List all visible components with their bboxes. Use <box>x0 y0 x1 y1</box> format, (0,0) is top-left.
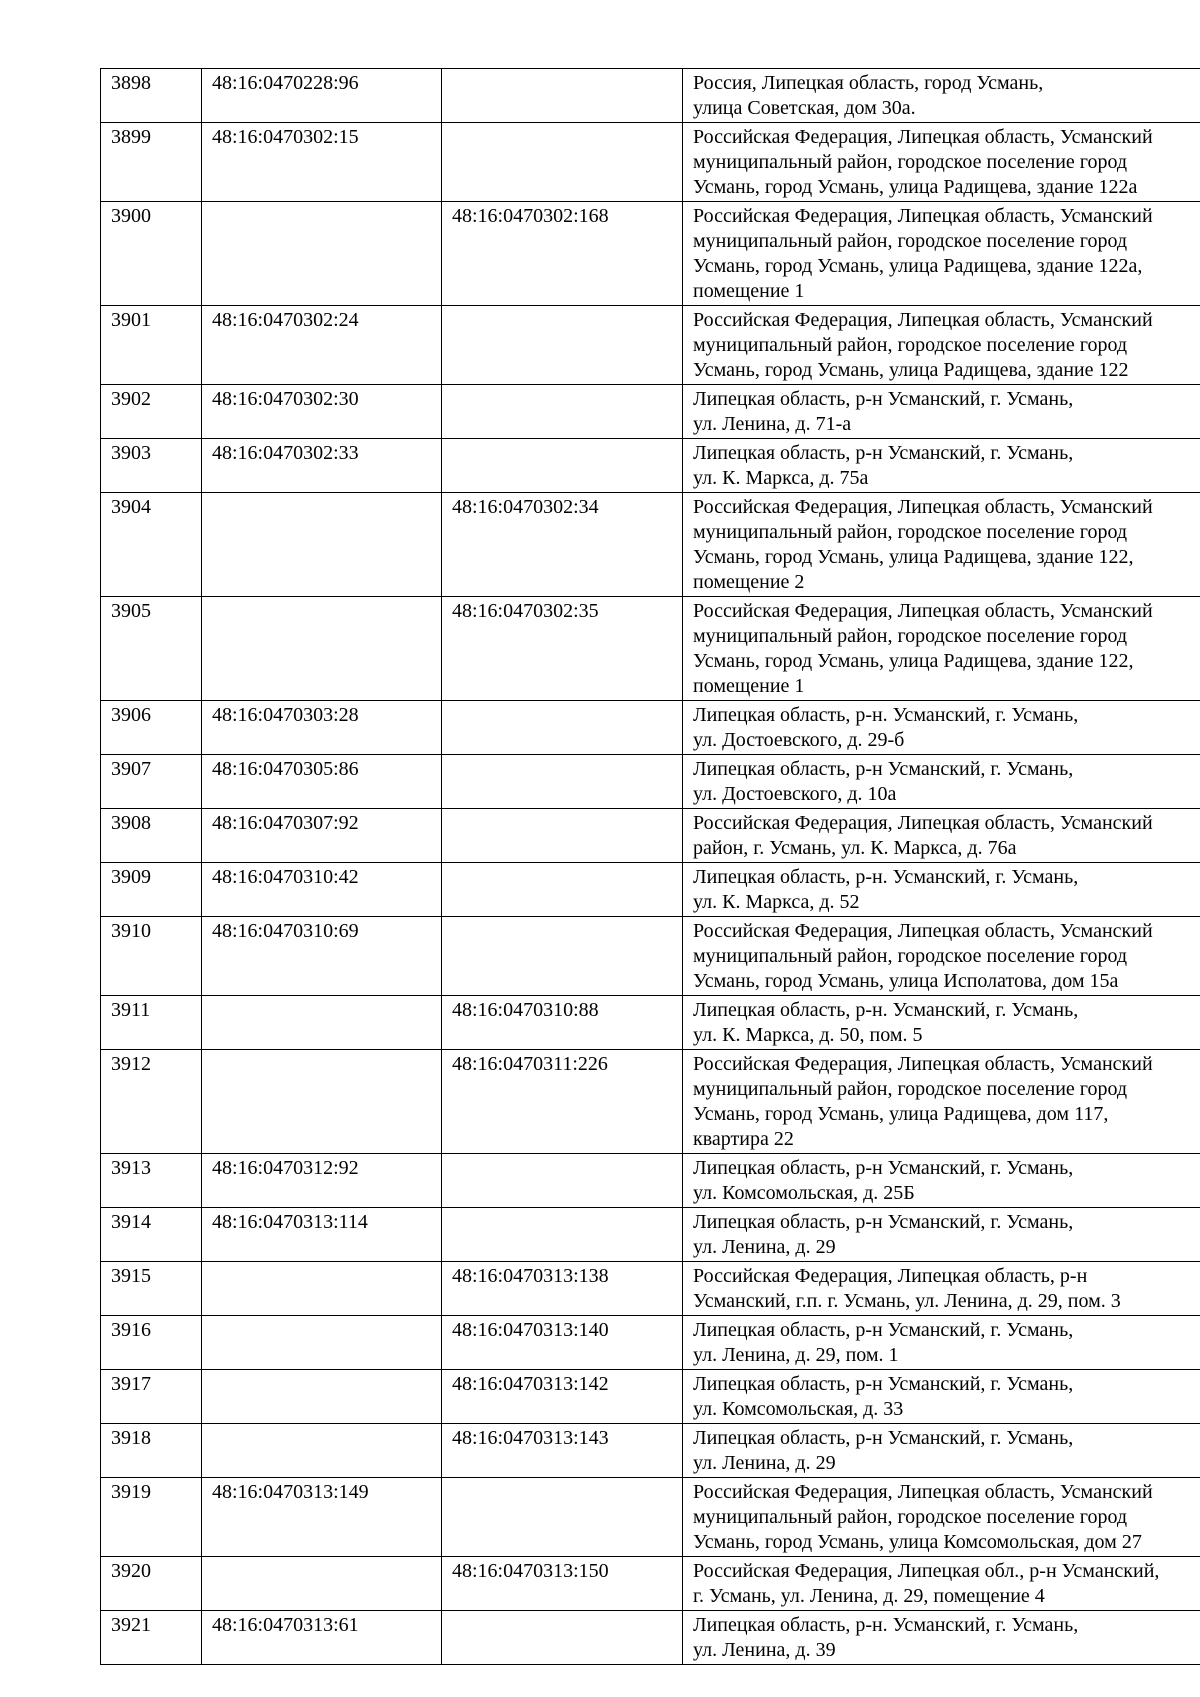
table-row <box>101 385 1200 439</box>
building-cadastral-number-cell <box>442 1478 683 1557</box>
table-row <box>101 1316 1200 1370</box>
building-cadastral-number-cell <box>442 1208 683 1262</box>
address-line: муниципальный район, городское поселение город <box>693 625 1128 647</box>
address-line: Липецкая область, р-н Усманский, г. Усмань, <box>693 1319 1074 1341</box>
address-line: Российская Федерация, Липецкая область, Усманский <box>693 126 1153 148</box>
address-cell <box>683 69 1200 123</box>
address-line: ул. К. Маркса, д. 75а <box>693 467 869 489</box>
address-line: муниципальный район, городское поселение город <box>693 1078 1128 1100</box>
address-line: квартира 22 <box>693 1128 794 1150</box>
address-line: Российская Федерация, Липецкая область, Усманский <box>693 496 1153 518</box>
parcel-cadastral-number-cell: 48:16:0470310:69 <box>202 917 442 996</box>
parcel-cadastral-number-cell: 48:16:0470302:33 <box>202 439 442 493</box>
parcel-cadastral-number-cell: 48:16:0470228:96 <box>202 69 442 123</box>
parcel-cadastral-number-cell: 48:16:0470303:28 <box>202 701 442 755</box>
address-line: ул. Достоевского, д. 29-б <box>693 729 905 751</box>
table-row <box>101 202 1200 306</box>
building-cadastral-number-cell <box>442 809 683 863</box>
address-line: ул. К. Маркса, д. 52 <box>693 891 860 913</box>
row-number-cell: 3904 <box>101 493 202 597</box>
table-row <box>101 493 1200 597</box>
building-cadastral-number-cell: 48:16:0470310:88 <box>442 996 683 1050</box>
address-line: Российская Федерация, Липецкая область, Усманский <box>693 920 1153 942</box>
address-cell <box>683 863 1200 917</box>
address-line: Российская Федерация, Липецкая область, р-н <box>693 1265 1088 1287</box>
table-row <box>101 69 1200 123</box>
address-line: муниципальный район, городское поселение город <box>693 521 1128 543</box>
address-line: ул. Ленина, д. 71-а <box>693 413 852 435</box>
building-cadastral-number-cell: 48:16:0470302:34 <box>442 493 683 597</box>
cadastral-registry-table <box>100 68 1200 1665</box>
address-line: Липецкая область, р-н. Усманский, г. Усмань, <box>693 704 1079 726</box>
address-line: ул. Ленина, д. 29 <box>693 1452 836 1474</box>
row-number-cell: 3920 <box>101 1557 202 1611</box>
building-cadastral-number-cell <box>442 69 683 123</box>
building-cadastral-number-cell <box>442 306 683 385</box>
parcel-cadastral-number-cell <box>202 597 442 701</box>
registry-table-body <box>101 69 1200 1665</box>
row-number-cell: 3911 <box>101 996 202 1050</box>
parcel-cadastral-number-cell <box>202 1050 442 1154</box>
address-cell <box>683 1208 1200 1262</box>
address-cell <box>683 1557 1200 1611</box>
building-cadastral-number-cell: 48:16:0470313:140 <box>442 1316 683 1370</box>
row-number-cell: 3905 <box>101 597 202 701</box>
row-number-cell: 3898 <box>101 69 202 123</box>
address-line: г. Усмань, ул. Ленина, д. 29, помещение 4 <box>693 1585 1045 1607</box>
row-number-cell: 3912 <box>101 1050 202 1154</box>
building-cadastral-number-cell: 48:16:0470311:226 <box>442 1050 683 1154</box>
row-number-cell: 3906 <box>101 701 202 755</box>
parcel-cadastral-number-cell: 48:16:0470313:114 <box>202 1208 442 1262</box>
address-line: улица Советская, дом 30а. <box>693 97 916 119</box>
parcel-cadastral-number-cell: 48:16:0470313:149 <box>202 1478 442 1557</box>
address-line: ул. Ленина, д. 39 <box>693 1639 836 1661</box>
address-line: помещение 2 <box>693 571 805 593</box>
address-cell <box>683 809 1200 863</box>
address-line: Усмань, город Усмань, улица Комсомольская, дом 27 <box>693 1531 1142 1553</box>
table-row <box>101 863 1200 917</box>
address-cell <box>683 1424 1200 1478</box>
parcel-cadastral-number-cell: 48:16:0470302:30 <box>202 385 442 439</box>
row-number-cell: 3913 <box>101 1154 202 1208</box>
address-cell <box>683 1050 1200 1154</box>
table-row <box>101 1557 1200 1611</box>
address-line: Липецкая область, р-н. Усманский, г. Усмань, <box>693 999 1079 1021</box>
building-cadastral-number-cell <box>442 439 683 493</box>
table-row <box>101 755 1200 809</box>
row-number-cell: 3901 <box>101 306 202 385</box>
building-cadastral-number-cell <box>442 123 683 202</box>
address-cell <box>683 1478 1200 1557</box>
address-line: ул. Достоевского, д. 10а <box>693 783 897 805</box>
table-row <box>101 1478 1200 1557</box>
address-cell <box>683 1262 1200 1316</box>
row-number-cell: 3908 <box>101 809 202 863</box>
address-line: Усмань, город Усмань, улица Радищева, здание 122а <box>693 176 1138 198</box>
row-number-cell: 3915 <box>101 1262 202 1316</box>
row-number-cell: 3916 <box>101 1316 202 1370</box>
row-number-cell: 3917 <box>101 1370 202 1424</box>
address-line: ул. К. Маркса, д. 50, пом. 5 <box>693 1024 923 1046</box>
address-line: муниципальный район, городское поселение город <box>693 151 1128 173</box>
address-cell <box>683 439 1200 493</box>
row-number-cell: 3910 <box>101 917 202 996</box>
address-cell <box>683 385 1200 439</box>
address-cell <box>683 202 1200 306</box>
parcel-cadastral-number-cell <box>202 202 442 306</box>
parcel-cadastral-number-cell <box>202 996 442 1050</box>
parcel-cadastral-number-cell: 48:16:0470302:15 <box>202 123 442 202</box>
parcel-cadastral-number-cell <box>202 1262 442 1316</box>
row-number-cell: 3900 <box>101 202 202 306</box>
building-cadastral-number-cell: 48:16:0470313:143 <box>442 1424 683 1478</box>
table-row <box>101 439 1200 493</box>
table-row <box>101 1370 1200 1424</box>
address-line: Липецкая область, р-н. Усманский, г. Усмань, <box>693 1614 1079 1636</box>
table-row <box>101 996 1200 1050</box>
parcel-cadastral-number-cell <box>202 1316 442 1370</box>
address-line: ул. Комсомольская, д. 33 <box>693 1398 904 1420</box>
parcel-cadastral-number-cell <box>202 1557 442 1611</box>
table-row <box>101 809 1200 863</box>
building-cadastral-number-cell: 48:16:0470313:138 <box>442 1262 683 1316</box>
parcel-cadastral-number-cell: 48:16:0470302:24 <box>202 306 442 385</box>
address-cell <box>683 1154 1200 1208</box>
address-line: ул. Ленина, д. 29 <box>693 1236 836 1258</box>
table-row <box>101 917 1200 996</box>
row-number-cell: 3907 <box>101 755 202 809</box>
row-number-cell: 3902 <box>101 385 202 439</box>
table-row <box>101 123 1200 202</box>
parcel-cadastral-number-cell: 48:16:0470307:92 <box>202 809 442 863</box>
parcel-cadastral-number-cell: 48:16:0470312:92 <box>202 1154 442 1208</box>
parcel-cadastral-number-cell: 48:16:0470313:61 <box>202 1611 442 1665</box>
address-line: Липецкая область, р-н Усманский, г. Усмань, <box>693 388 1074 410</box>
row-number-cell: 3919 <box>101 1478 202 1557</box>
building-cadastral-number-cell <box>442 1611 683 1665</box>
address-line: ул. Ленина, д. 29, пом. 1 <box>693 1344 899 1366</box>
address-line: Российская Федерация, Липецкая область, Усманский <box>693 1053 1153 1075</box>
building-cadastral-number-cell: 48:16:0470302:168 <box>442 202 683 306</box>
address-line: район, г. Усмань, ул. К. Маркса, д. 76а <box>693 837 1017 859</box>
address-cell <box>683 755 1200 809</box>
building-cadastral-number-cell <box>442 701 683 755</box>
address-line: Липецкая область, р-н Усманский, г. Усмань, <box>693 758 1074 780</box>
address-cell <box>683 917 1200 996</box>
address-line: Липецкая область, р-н Усманский, г. Усмань, <box>693 1373 1074 1395</box>
row-number-cell: 3899 <box>101 123 202 202</box>
table-row <box>101 1611 1200 1665</box>
table-row <box>101 597 1200 701</box>
address-line: Усмань, город Усмань, улица Радищева, здание 122, <box>693 546 1134 568</box>
address-line: Усманский, г.п. г. Усмань, ул. Ленина, д. 29, пом. 3 <box>693 1290 1121 1312</box>
address-line: Российская Федерация, Липецкая область, Усманский <box>693 812 1153 834</box>
address-line: Российская Федерация, Липецкая обл., р-н Усманский, <box>693 1560 1160 1582</box>
table-row <box>101 701 1200 755</box>
address-line: Липецкая область, р-н Усманский, г. Усмань, <box>693 1211 1074 1233</box>
address-line: Усмань, город Усмань, улица Радищева, здание 122, <box>693 650 1134 672</box>
building-cadastral-number-cell: 48:16:0470313:142 <box>442 1370 683 1424</box>
address-cell <box>683 701 1200 755</box>
building-cadastral-number-cell <box>442 755 683 809</box>
parcel-cadastral-number-cell <box>202 1424 442 1478</box>
address-line: помещение 1 <box>693 280 805 302</box>
address-cell <box>683 493 1200 597</box>
row-number-cell: 3914 <box>101 1208 202 1262</box>
address-cell <box>683 996 1200 1050</box>
address-line: муниципальный район, городское поселение город <box>693 230 1128 252</box>
address-line: Липецкая область, р-н. Усманский, г. Усмань, <box>693 866 1079 888</box>
parcel-cadastral-number-cell <box>202 1370 442 1424</box>
address-cell <box>683 597 1200 701</box>
building-cadastral-number-cell <box>442 1154 683 1208</box>
table-row <box>101 1262 1200 1316</box>
table-row <box>101 1154 1200 1208</box>
address-line: Липецкая область, р-н Усманский, г. Усмань, <box>693 1157 1074 1179</box>
address-line: Российская Федерация, Липецкая область, Усманский <box>693 600 1153 622</box>
address-line: Усмань, город Усмань, улица Радищева, дом 117, <box>693 1103 1109 1125</box>
row-number-cell: 3903 <box>101 439 202 493</box>
address-cell <box>683 1370 1200 1424</box>
table-row <box>101 1208 1200 1262</box>
address-line: Усмань, город Усмань, улица Радищева, здание 122 <box>693 359 1129 381</box>
building-cadastral-number-cell: 48:16:0470302:35 <box>442 597 683 701</box>
address-cell <box>683 1611 1200 1665</box>
building-cadastral-number-cell <box>442 917 683 996</box>
table-row <box>101 1424 1200 1478</box>
row-number-cell: 3909 <box>101 863 202 917</box>
address-cell <box>683 123 1200 202</box>
address-line: ул. Комсомольская, д. 25Б <box>693 1182 915 1204</box>
address-line: Липецкая область, р-н Усманский, г. Усмань, <box>693 1427 1074 1449</box>
row-number-cell: 3921 <box>101 1611 202 1665</box>
parcel-cadastral-number-cell: 48:16:0470305:86 <box>202 755 442 809</box>
address-cell <box>683 1316 1200 1370</box>
address-line: Российская Федерация, Липецкая область, Усманский <box>693 309 1153 331</box>
address-line: Россия, Липецкая область, город Усмань, <box>693 72 1044 94</box>
building-cadastral-number-cell <box>442 385 683 439</box>
address-line: Усмань, город Усмань, улица Радищева, здание 122а, <box>693 255 1143 277</box>
table-row <box>101 1050 1200 1154</box>
building-cadastral-number-cell: 48:16:0470313:150 <box>442 1557 683 1611</box>
address-line: муниципальный район, городское поселение город <box>693 334 1128 356</box>
row-number-cell: 3918 <box>101 1424 202 1478</box>
table-row <box>101 306 1200 385</box>
address-line: Усмань, город Усмань, улица Исполатова, дом 15а <box>693 970 1119 992</box>
parcel-cadastral-number-cell: 48:16:0470310:42 <box>202 863 442 917</box>
address-cell <box>683 306 1200 385</box>
address-line: Российская Федерация, Липецкая область, Усманский <box>693 205 1153 227</box>
parcel-cadastral-number-cell <box>202 493 442 597</box>
address-line: помещение 1 <box>693 675 805 697</box>
address-line: Липецкая область, р-н Усманский, г. Усмань, <box>693 442 1074 464</box>
address-line: муниципальный район, городское поселение город <box>693 1506 1128 1528</box>
address-line: муниципальный район, городское поселение город <box>693 945 1128 967</box>
building-cadastral-number-cell <box>442 863 683 917</box>
address-line: Российская Федерация, Липецкая область, Усманский <box>693 1481 1153 1503</box>
